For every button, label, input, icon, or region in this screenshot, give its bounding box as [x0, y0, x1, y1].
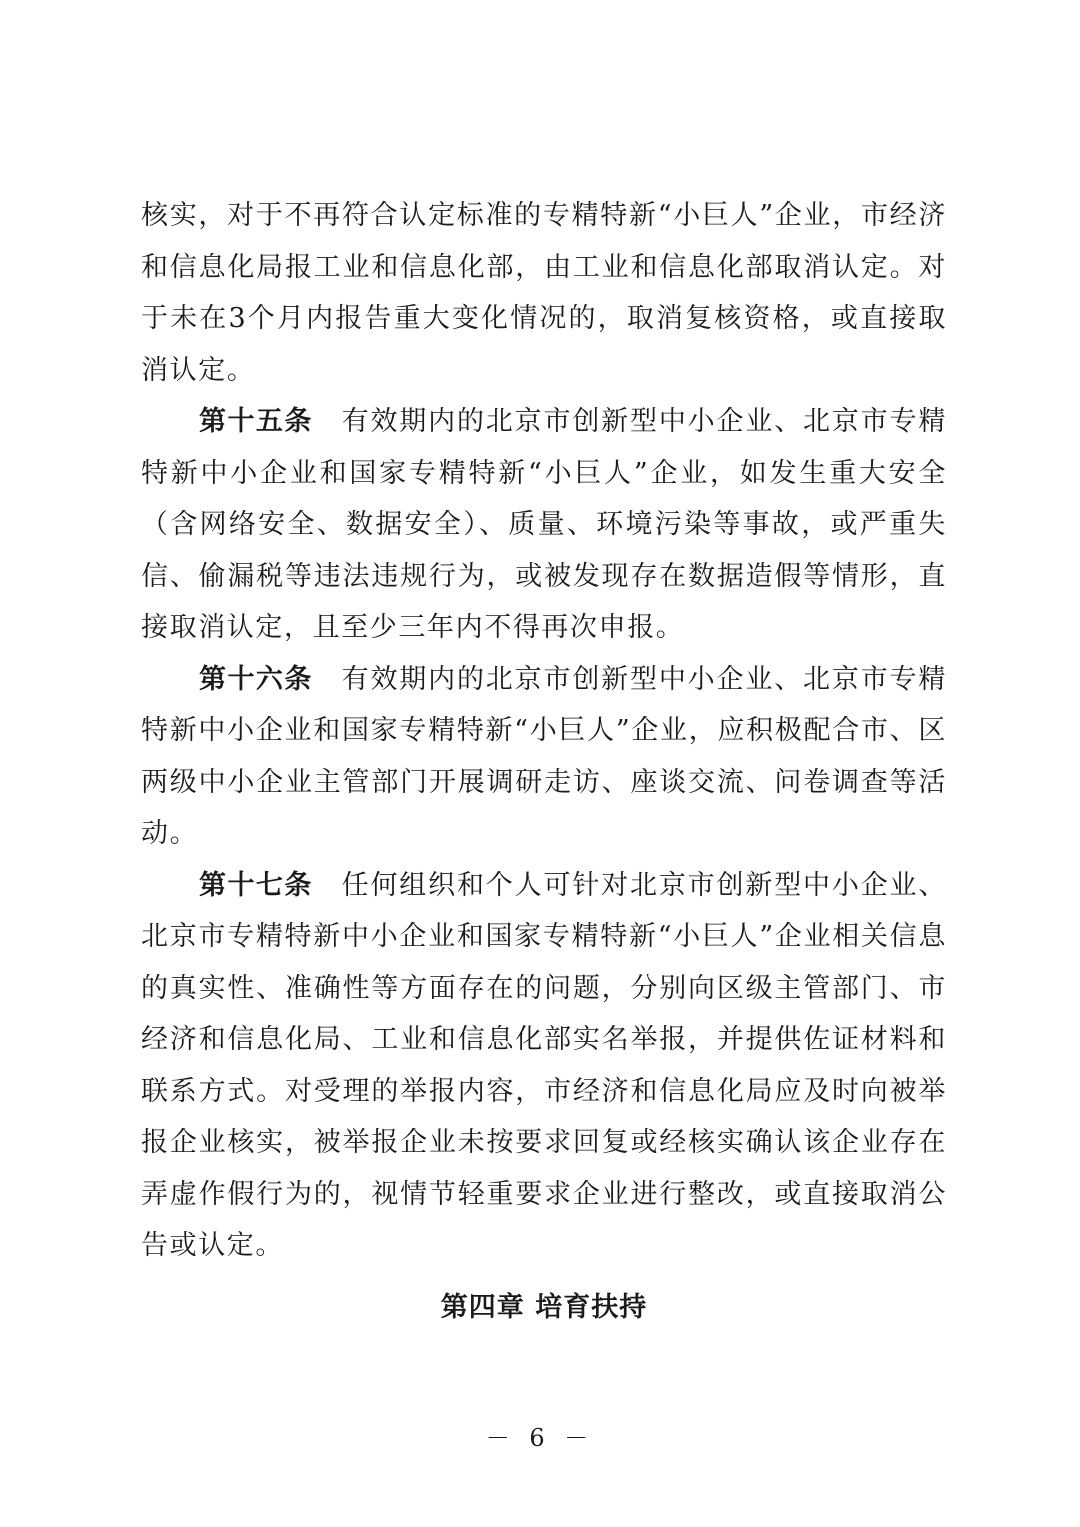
- article-16-text: 有效期内的北京市创新型中小企业、北京市专精特新中小企业和国家专精特新“小巨人”企业，应积极配合市、区两级中小企业主管部门开展调研走访、座谈交流、问卷调查等活动。: [141, 663, 947, 849]
- article-17: [141, 860, 947, 1272]
- article-15: [141, 396, 947, 654]
- article-17-text: 任何组织和个人可针对北京市创新型中小企业、北京市专精特新中小企业和国家专精特新“小巨人”企业相关信息的真实性、准确性等方面存在的问题，分别向区级主管部门、市经济和信息化局、工业和信息化部实名举报，并提供佐证材料和联系方式。对受理的举报内容，市经济和信息化局应及时向被举报企业核实，被举报企业未按要求回复或经核实确认该企业存在弄虚作假行为的，视情节轻重要求企业进行整改，或直接取消公告或认定。: [141, 869, 947, 1261]
- article-15-text: 有效期内的北京市创新型中小企业、北京市专精特新中小企业和国家专精特新“小巨人”企业，如发生重大安全（含网络安全、数据安全）、质量、环境污染等事故，或严重失信、偷漏税等违法违规行为，或被发现存在数据造假等情形，直接取消认定，且至少三年内不得再次申报。: [141, 406, 947, 643]
- continuation-paragraph: 核实，对于不再符合认定标准的专精特新“小巨人”企业，市经济和信息化局报工业和信息化部，由工业和信息化部取消认定。对于未在3个月内报告重大变化情况的，取消复核资格，或直接取消认定。: [141, 200, 947, 386]
- article-16-label: 第十六条: [199, 663, 313, 695]
- article-15-label: 第十五条: [199, 406, 313, 437]
- document-body: [141, 190, 947, 1333]
- page-number: － 6 －: [485, 1424, 595, 1452]
- article-16: [141, 654, 947, 860]
- article-17-label: 第十七条: [199, 869, 313, 901]
- chapter-heading: 第四章 培育扶持: [440, 1291, 648, 1323]
